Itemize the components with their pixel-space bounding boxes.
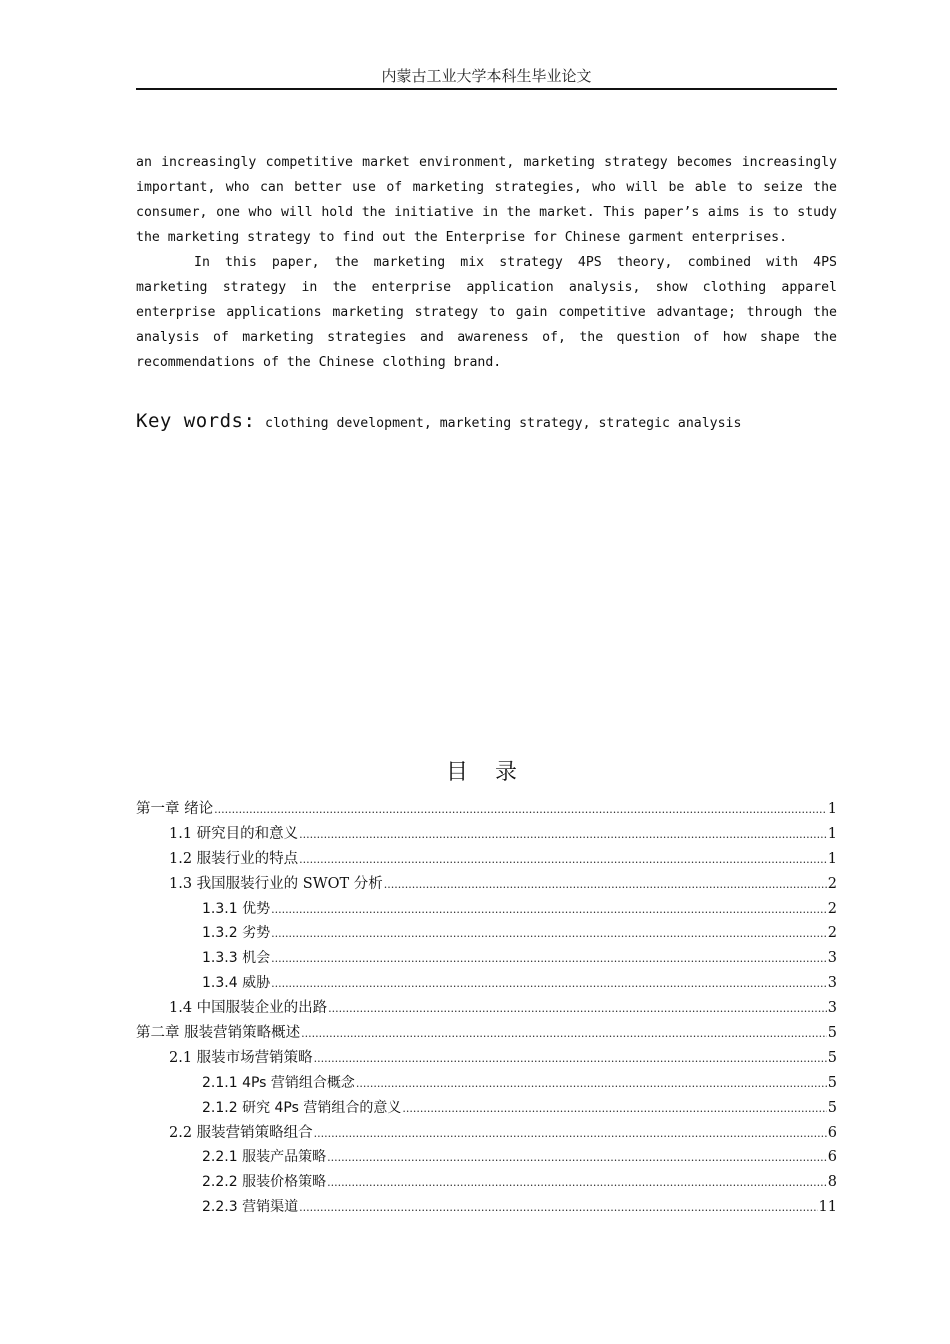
toc-entry-page-number: 5: [827, 1049, 837, 1066]
toc-dot-leader: [384, 873, 827, 898]
toc-entry-title: 第一章 绪论: [136, 801, 214, 817]
toc-entry[interactable]: [136, 921, 837, 946]
toc-entry-page-number: 2: [827, 925, 837, 942]
toc-dot-leader: [327, 1146, 827, 1171]
toc-entry-page-number: 3: [827, 950, 837, 967]
toc-entry-page-number: 8: [827, 1174, 837, 1191]
toc-title: 目 录: [446, 760, 527, 785]
toc-dot-leader: [301, 1022, 827, 1047]
table-of-contents: [136, 797, 837, 1220]
toc-entry-page-number: 2: [827, 875, 837, 892]
toc-dot-leader: [299, 823, 827, 848]
toc-entry[interactable]: [136, 897, 837, 922]
keywords-line: [136, 410, 837, 432]
toc-entry-title: 1.3.3 机会: [202, 950, 271, 967]
toc-entry-page-number: 6: [827, 1124, 837, 1141]
toc-entry[interactable]: [136, 822, 837, 847]
toc-entry[interactable]: [136, 1096, 837, 1121]
header-divider: [136, 88, 837, 90]
toc-entry-title: 2.2.1 服装产品策略: [202, 1149, 327, 1166]
toc-dot-leader: [271, 898, 827, 923]
toc-entry[interactable]: [136, 1121, 837, 1146]
toc-entry-page-number: 5: [827, 1074, 837, 1091]
toc-dot-leader: [299, 1196, 817, 1221]
toc-entry-title: 1.4 中国服装企业的出路: [169, 1000, 328, 1017]
toc-entry-title: 2.2 服装营销策略组合: [169, 1124, 313, 1141]
toc-entry-title: 2.2.3 营销渠道: [202, 1199, 299, 1216]
toc-entry[interactable]: [136, 1145, 837, 1170]
toc-entry-page-number: 1: [827, 850, 837, 867]
toc-entry-page-number: 3: [827, 1000, 837, 1017]
toc-entry-title: 2.1 服装市场营销策略: [169, 1049, 313, 1066]
toc-dot-leader: [327, 1171, 827, 1196]
toc-entry-page-number: 5: [827, 1025, 837, 1042]
toc-entry-title: 1.3.2 劣势: [202, 925, 271, 942]
toc-entry-title: 2.2.2 服装价格策略: [202, 1174, 327, 1191]
toc-entry-page-number: 5: [827, 1099, 837, 1116]
toc-entry[interactable]: [136, 797, 837, 822]
toc-dot-leader: [271, 972, 827, 997]
toc-entry-title: 1.3 我国服装行业的 SWOT 分析: [169, 875, 383, 892]
toc-entry-page-number: 6: [827, 1149, 837, 1166]
toc-dot-leader: [271, 947, 827, 972]
toc-entry-page-number: 1: [827, 825, 837, 842]
toc-entry-title: 1.3.4 威胁: [202, 975, 271, 992]
keywords-label: Key words:: [136, 410, 256, 432]
toc-entry-title: 2.1.2 研究 4Ps 营销组合的意义: [202, 1099, 402, 1116]
toc-dot-leader: [402, 1097, 826, 1122]
toc-entry[interactable]: [136, 946, 837, 971]
toc-entry-page-number: 11: [818, 1199, 837, 1216]
toc-entry-title: 1.3.1 优势: [202, 900, 271, 917]
toc-entry-title: 1.2 服装行业的特点: [169, 850, 299, 867]
toc-entry[interactable]: [136, 872, 837, 897]
toc-dot-leader: [271, 922, 827, 947]
toc-entry[interactable]: [136, 996, 837, 1021]
toc-entry-title: 1.1 研究目的和意义: [169, 825, 299, 842]
toc-entry[interactable]: [136, 971, 837, 996]
toc-entry-page-number: 2: [827, 900, 837, 917]
english-abstract: [136, 150, 837, 375]
toc-entry-title: 第二章 服装营销策略概述: [136, 1025, 301, 1042]
keywords-text: clothing development, marketing strategy, strategic analysis: [265, 416, 742, 431]
toc-entry-page-number: 1: [827, 801, 837, 817]
page-header-title: 内蒙古工业大学本科生毕业论文: [381, 67, 592, 85]
toc-entry[interactable]: [136, 1021, 837, 1046]
toc-entry[interactable]: [136, 847, 837, 872]
toc-dot-leader: [314, 1122, 827, 1147]
abstract-paragraph-1: an increasingly competitive market environment, marketing strategy becomes increasingly important, who can better use of marketing strategies, who will be able to seize the consumer, one who will hold the initiative in the market. This paper’s aims is to study the marketing strategy to find out the Enterprise for Chinese garment enterprises.: [136, 155, 837, 245]
toc-dot-leader: [328, 997, 827, 1022]
toc-entry-title: 2.1.1 4Ps 营销组合概念: [202, 1074, 355, 1091]
toc-entry-page-number: 3: [827, 975, 837, 992]
toc-dot-leader: [314, 1047, 827, 1072]
toc-dot-leader: [214, 798, 827, 823]
toc-dot-leader: [299, 848, 827, 873]
toc-entry[interactable]: [136, 1071, 837, 1096]
toc-entry[interactable]: [136, 1046, 837, 1071]
toc-entry[interactable]: [136, 1195, 837, 1220]
abstract-paragraph-2: In this paper, the marketing mix strategy 4PS theory, combined with 4PS marketing strategy in the enterprise application analysis, show clothing apparel enterprise applications marketing strategy to gain competitive advantage; through the analysis of marketing strategies and awareness of, the question of how shape the recommendations of the Chinese clothing brand.: [136, 255, 837, 370]
toc-entry[interactable]: [136, 1170, 837, 1195]
toc-dot-leader: [356, 1072, 827, 1097]
